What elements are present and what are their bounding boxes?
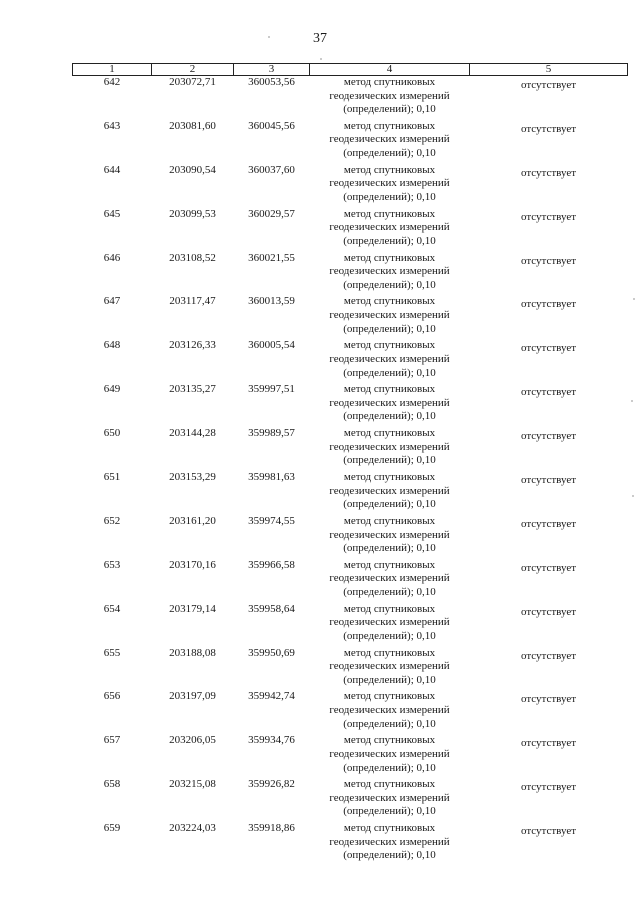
method-cell <box>310 383 470 427</box>
method-line: метод спутниковых <box>343 778 436 791</box>
point-number-cell: 658 <box>103 778 121 791</box>
y-coordinate-cell: 360053,56 <box>248 76 295 88</box>
y-coordinate-cell: 359926,82 <box>248 778 295 791</box>
point-number-cell: 649 <box>103 383 121 396</box>
method-line: (определений); 0,10 <box>343 761 436 774</box>
header-col-2: 2 <box>152 64 234 76</box>
status-cell: отсутствует <box>520 298 577 311</box>
method-line: метод спутниковых <box>343 646 436 659</box>
y-coordinate-cell: 359981,63 <box>248 471 295 484</box>
method-line: метод спутниковых <box>343 295 436 308</box>
method-line: геодезических измерений <box>329 89 450 102</box>
method-line: (определений); 0,10 <box>343 629 436 642</box>
scan-speck <box>631 400 633 402</box>
method-cell <box>310 647 470 691</box>
x-coordinate-cell: 203206,05 <box>169 734 216 747</box>
x-coordinate-cell: 203224,03 <box>169 822 216 835</box>
method-line: метод спутниковых <box>343 690 436 703</box>
method-cell <box>310 822 470 866</box>
method-cell <box>310 603 470 647</box>
method-cell <box>310 734 470 778</box>
method-line: геодезических измерений <box>329 265 450 278</box>
x-coordinate-cell: 203161,20 <box>169 514 216 527</box>
table-body <box>73 76 628 867</box>
method-line: метод спутниковых <box>343 383 436 396</box>
y-coordinate-cell: 360021,55 <box>248 251 295 264</box>
table-row <box>73 164 628 208</box>
status-cell: отсутствует <box>520 561 577 574</box>
header-col-4: 4 <box>310 64 470 76</box>
method-line: метод спутниковых <box>343 427 436 440</box>
status-cell: отсутствует <box>520 210 577 223</box>
status-cell: отсутствует <box>520 166 577 179</box>
y-coordinate-cell: 359942,74 <box>248 690 295 703</box>
point-number-cell: 648 <box>103 339 121 352</box>
page-number: 37 <box>313 31 327 46</box>
method-line: (определений); 0,10 <box>343 103 436 116</box>
method-line: (определений); 0,10 <box>343 410 436 423</box>
coordinates-table <box>72 63 628 866</box>
scan-speck <box>320 58 322 60</box>
method-line: геодезических измерений <box>329 440 450 453</box>
method-line: геодезических измерений <box>329 309 450 322</box>
header-row <box>73 64 628 76</box>
table-row <box>73 822 628 866</box>
x-coordinate-cell: 203153,29 <box>169 471 216 484</box>
method-cell <box>310 690 470 734</box>
method-line: геодезических измерений <box>329 396 450 409</box>
table-row <box>73 208 628 252</box>
point-number-cell: 657 <box>103 734 121 747</box>
x-coordinate-cell: 203170,16 <box>169 558 216 571</box>
method-line: геодезических измерений <box>329 221 450 234</box>
status-cell: отсутствует <box>520 693 577 706</box>
method-cell <box>310 295 470 339</box>
table-row <box>73 383 628 427</box>
table-row <box>73 690 628 734</box>
x-coordinate-cell: 203099,53 <box>169 207 216 220</box>
table-row <box>73 471 628 515</box>
status-cell: отсутствует <box>520 386 577 399</box>
method-line: (определений); 0,10 <box>343 190 436 203</box>
method-line: (определений); 0,10 <box>343 673 436 686</box>
y-coordinate-cell: 359966,58 <box>248 558 295 571</box>
table-row <box>73 76 628 120</box>
x-coordinate-cell: 203197,09 <box>169 690 216 703</box>
point-number-cell: 650 <box>103 427 121 440</box>
method-cell <box>310 778 470 822</box>
header-col-5: 5 <box>470 64 628 76</box>
method-cell <box>310 515 470 559</box>
x-coordinate-cell: 203135,27 <box>169 383 216 396</box>
method-line: (определений); 0,10 <box>343 717 436 730</box>
status-cell: отсутствует <box>520 474 577 487</box>
method-line: метод спутниковых <box>343 734 436 747</box>
point-number-cell: 647 <box>103 295 121 308</box>
method-line: метод спутниковых <box>343 558 436 571</box>
method-line: геодезических измерений <box>329 177 450 190</box>
method-line: геодезических измерений <box>329 352 450 365</box>
header-col-1: 1 <box>73 64 152 76</box>
method-line: метод спутниковых <box>343 207 436 220</box>
point-number-cell: 651 <box>103 471 121 484</box>
method-line: геодезических измерений <box>329 747 450 760</box>
point-number-cell: 655 <box>103 646 121 659</box>
table-row <box>73 559 628 603</box>
method-line: геодезических измерений <box>329 572 450 585</box>
x-coordinate-cell: 203215,08 <box>169 778 216 791</box>
method-line: метод спутниковых <box>343 339 436 352</box>
y-coordinate-cell: 359934,76 <box>248 734 295 747</box>
x-coordinate-cell: 203081,60 <box>169 119 216 132</box>
x-coordinate-cell: 203126,33 <box>169 339 216 352</box>
method-cell <box>310 120 470 164</box>
method-cell <box>310 76 470 120</box>
status-cell: отсутствует <box>520 781 577 794</box>
table-row <box>73 515 628 559</box>
method-line: (определений); 0,10 <box>343 322 436 335</box>
method-cell <box>310 208 470 252</box>
method-line: метод спутниковых <box>343 471 436 484</box>
y-coordinate-cell: 360045,56 <box>248 119 295 132</box>
status-cell: отсутствует <box>520 122 577 135</box>
status-cell: отсутствует <box>520 342 577 355</box>
y-coordinate-cell: 360005,54 <box>248 339 295 352</box>
y-coordinate-cell: 360037,60 <box>248 163 295 176</box>
x-coordinate-cell: 203090,54 <box>169 163 216 176</box>
method-cell <box>310 427 470 471</box>
point-number-cell: 642 <box>103 76 121 88</box>
y-coordinate-cell: 359997,51 <box>248 383 295 396</box>
method-line: (определений); 0,10 <box>343 454 436 467</box>
y-coordinate-cell: 359989,57 <box>248 427 295 440</box>
status-cell: отсутствует <box>520 737 577 750</box>
x-coordinate-cell: 203179,14 <box>169 602 216 615</box>
table-row <box>73 647 628 691</box>
point-number-cell: 645 <box>103 207 121 220</box>
method-line: метод спутниковых <box>343 76 436 88</box>
y-coordinate-cell: 359958,64 <box>248 602 295 615</box>
table-header <box>73 64 628 76</box>
table-row <box>73 734 628 778</box>
status-cell: отсутствует <box>520 605 577 618</box>
scan-speck <box>633 298 635 300</box>
method-line: метод спутниковых <box>343 602 436 615</box>
method-line: (определений); 0,10 <box>343 849 436 862</box>
method-line: геодезических измерений <box>329 791 450 804</box>
method-line: геодезических измерений <box>329 704 450 717</box>
point-number-cell: 654 <box>103 602 121 615</box>
method-line: геодезических измерений <box>329 484 450 497</box>
scan-speck <box>268 36 270 38</box>
method-line: геодезических измерений <box>329 528 450 541</box>
status-cell: отсутствует <box>520 649 577 662</box>
method-line: геодезических измерений <box>329 133 450 146</box>
method-line: геодезических измерений <box>329 660 450 673</box>
y-coordinate-cell: 359974,55 <box>248 514 295 527</box>
method-line: метод спутниковых <box>343 514 436 527</box>
method-line: метод спутниковых <box>343 822 436 835</box>
status-cell: отсутствует <box>520 517 577 530</box>
point-number-cell: 653 <box>103 558 121 571</box>
y-coordinate-cell: 360029,57 <box>248 207 295 220</box>
method-line: геодезических измерений <box>329 616 450 629</box>
table-row <box>73 295 628 339</box>
status-cell: отсутствует <box>520 254 577 267</box>
point-number-cell: 656 <box>103 690 121 703</box>
method-line: (определений); 0,10 <box>343 147 436 160</box>
x-coordinate-cell: 203188,08 <box>169 646 216 659</box>
table-row <box>73 120 628 164</box>
point-number-cell: 644 <box>103 163 121 176</box>
method-cell <box>310 252 470 296</box>
method-cell <box>310 559 470 603</box>
point-number-cell: 646 <box>103 251 121 264</box>
table-row <box>73 252 628 296</box>
x-coordinate-cell: 203117,47 <box>169 295 216 308</box>
method-line: (определений); 0,10 <box>343 234 436 247</box>
method-line: (определений); 0,10 <box>343 498 436 511</box>
x-coordinate-cell: 203108,52 <box>169 251 216 264</box>
status-cell: отсутствует <box>520 430 577 443</box>
method-line: (определений); 0,10 <box>343 542 436 555</box>
y-coordinate-cell: 359918,86 <box>248 822 295 835</box>
method-line: (определений); 0,10 <box>343 805 436 818</box>
point-number-cell: 643 <box>103 119 121 132</box>
table-row <box>73 339 628 383</box>
x-coordinate-cell: 203072,71 <box>169 76 216 88</box>
table-row <box>73 427 628 471</box>
status-cell: отсутствует <box>520 825 577 838</box>
method-cell <box>310 339 470 383</box>
header-col-3: 3 <box>234 64 310 76</box>
table-row <box>73 603 628 647</box>
method-line: метод спутниковых <box>343 251 436 264</box>
point-number-cell: 652 <box>103 514 121 527</box>
scan-speck <box>632 495 634 497</box>
method-cell <box>310 164 470 208</box>
method-line: (определений); 0,10 <box>343 366 436 379</box>
y-coordinate-cell: 360013,59 <box>248 295 295 308</box>
method-line: геодезических измерений <box>329 835 450 848</box>
status-cell: отсутствует <box>520 79 577 91</box>
y-coordinate-cell: 359950,69 <box>248 646 295 659</box>
table-row <box>73 778 628 822</box>
x-coordinate-cell: 203144,28 <box>169 427 216 440</box>
method-cell <box>310 471 470 515</box>
method-line: метод спутниковых <box>343 163 436 176</box>
point-number-cell: 659 <box>103 822 121 835</box>
method-line: (определений); 0,10 <box>343 278 436 291</box>
method-line: (определений); 0,10 <box>343 585 436 598</box>
method-line: метод спутниковых <box>343 119 436 132</box>
